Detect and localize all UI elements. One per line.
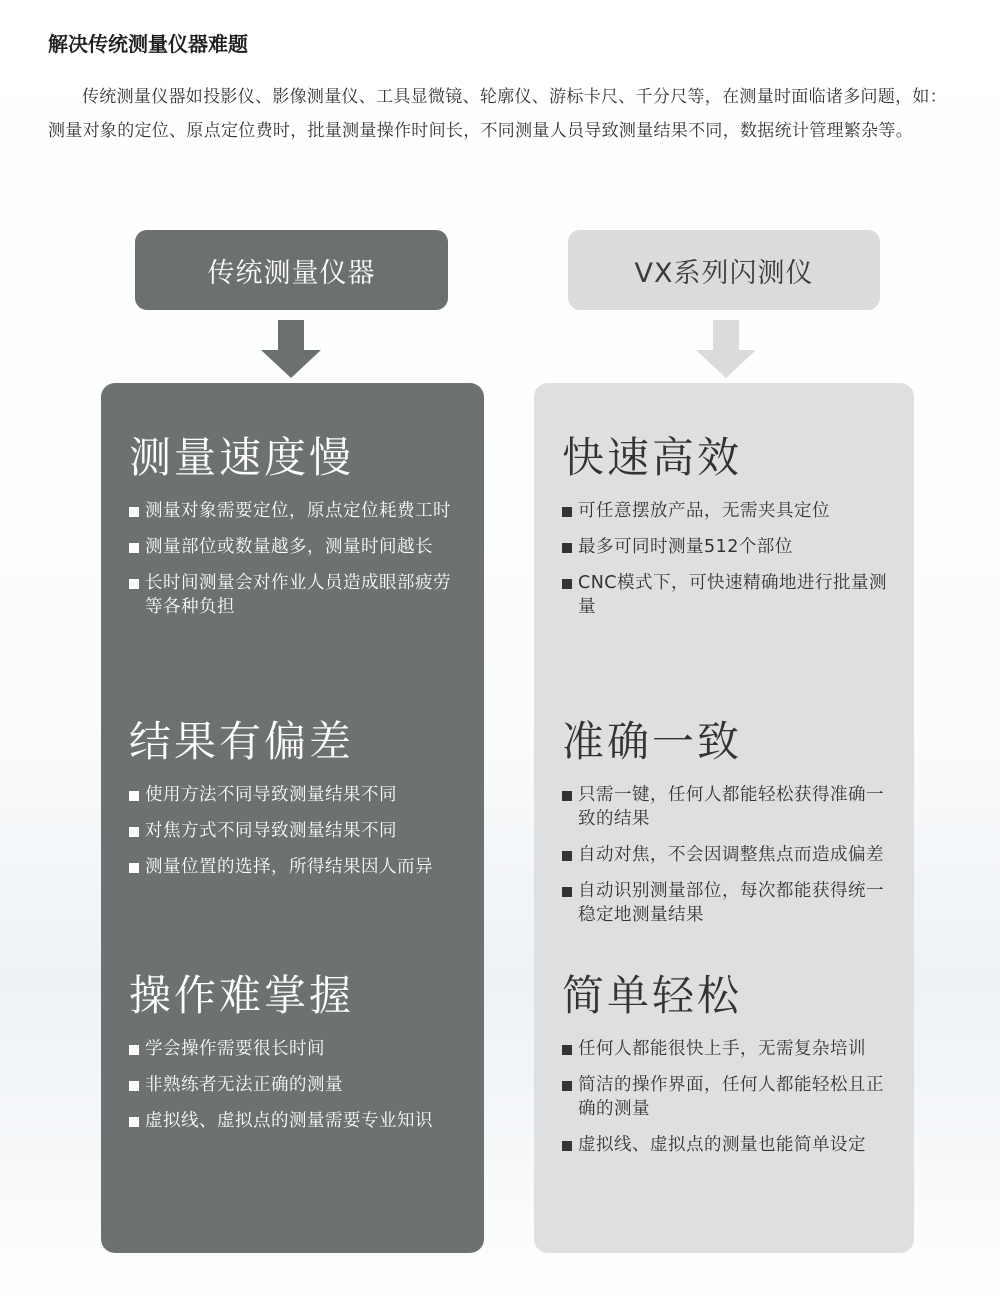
square-bullet-icon — [129, 1081, 139, 1091]
down-arrow-icon — [261, 320, 321, 378]
problem-section — [129, 423, 464, 707]
square-bullet-icon — [562, 1045, 572, 1055]
square-bullet-icon — [129, 1117, 139, 1127]
list-item: 只需一键，任何人都能轻松获得准确一致的结果 — [562, 783, 894, 831]
square-bullet-icon — [129, 579, 139, 589]
square-bullet-icon — [129, 1045, 139, 1055]
list-item: 使用方法不同导致测量结果不同 — [129, 783, 464, 807]
square-bullet-icon — [562, 1141, 572, 1151]
page-heading: 解决传统测量仪器难题 — [48, 32, 248, 56]
traditional-problems-panel — [101, 383, 484, 1253]
vx-series-label: VX系列闪测仪 — [568, 230, 880, 310]
list-item: 对焦方式不同导致测量结果不同 — [129, 819, 464, 843]
list-item: 虚拟线、虚拟点的测量需要专业知识 — [129, 1109, 464, 1133]
bullet-list — [129, 499, 464, 619]
list-item: 虚拟线、虚拟点的测量也能简单设定 — [562, 1133, 894, 1157]
square-bullet-icon — [129, 827, 139, 837]
list-item: 学会操作需要很长时间 — [129, 1037, 464, 1061]
bullet-list — [562, 1037, 894, 1157]
square-bullet-icon — [562, 579, 572, 589]
square-bullet-icon — [562, 851, 572, 861]
section-title: 操作难掌握 — [129, 971, 355, 1020]
bullet-list — [562, 783, 894, 927]
bullet-list — [129, 1037, 464, 1133]
intro-paragraph: 传统测量仪器如投影仪、影像测量仪、工具显微镜、轮廓仪、游标卡尺、千分尺等，在测量时面临诸多问题，如：测量对象的定位、原点定位费时，批量测量操作时间长，不同测量人员导致测量结果不同，数据统计管理繁杂等。 — [48, 87, 947, 141]
advantage-section — [562, 961, 894, 1157]
problem-section — [129, 961, 464, 1133]
list-item: 测量部位或数量越多，测量时间越长 — [129, 535, 464, 559]
list-item: 简洁的操作界面，任何人都能轻松且正确的测量 — [562, 1073, 894, 1121]
list-item: 测量位置的选择，所得结果因人而异 — [129, 855, 464, 879]
list-item: 测量对象需要定位，原点定位耗费工时 — [129, 499, 464, 523]
list-item: 非熟练者无法正确的测量 — [129, 1073, 464, 1097]
section-title: 快速高效 — [562, 433, 743, 482]
section-title: 结果有偏差 — [129, 717, 355, 766]
list-item: 可任意摆放产品，无需夹具定位 — [562, 499, 894, 523]
section-title: 简单轻松 — [562, 971, 743, 1020]
section-title: 测量速度慢 — [129, 433, 355, 482]
advantage-section — [562, 423, 894, 707]
bullet-list — [562, 499, 894, 619]
square-bullet-icon — [562, 543, 572, 553]
square-bullet-icon — [129, 863, 139, 873]
problem-section — [129, 707, 464, 961]
square-bullet-icon — [562, 507, 572, 517]
advantage-section — [562, 707, 894, 961]
list-item: 最多可同时测量512个部位 — [562, 535, 894, 559]
square-bullet-icon — [129, 543, 139, 553]
list-item: 自动识别测量部位，每次都能获得统一稳定地测量结果 — [562, 879, 894, 927]
list-item: 任何人都能很快上手，无需复杂培训 — [562, 1037, 894, 1061]
square-bullet-icon — [129, 507, 139, 517]
square-bullet-icon — [562, 791, 572, 801]
traditional-instruments-label: 传统测量仪器 — [135, 230, 448, 310]
list-item: 自动对焦，不会因调整焦点而造成偏差 — [562, 843, 894, 867]
square-bullet-icon — [129, 791, 139, 801]
square-bullet-icon — [562, 887, 572, 897]
bullet-list — [129, 783, 464, 879]
down-arrow-icon — [696, 320, 756, 378]
list-item: 长时间测量会对作业人员造成眼部疲劳等各种负担 — [129, 571, 464, 619]
section-title: 准确一致 — [562, 717, 743, 766]
vx-advantages-panel — [534, 383, 914, 1253]
list-item: CNC模式下，可快速精确地进行批量测量 — [562, 571, 894, 619]
square-bullet-icon — [562, 1081, 572, 1091]
